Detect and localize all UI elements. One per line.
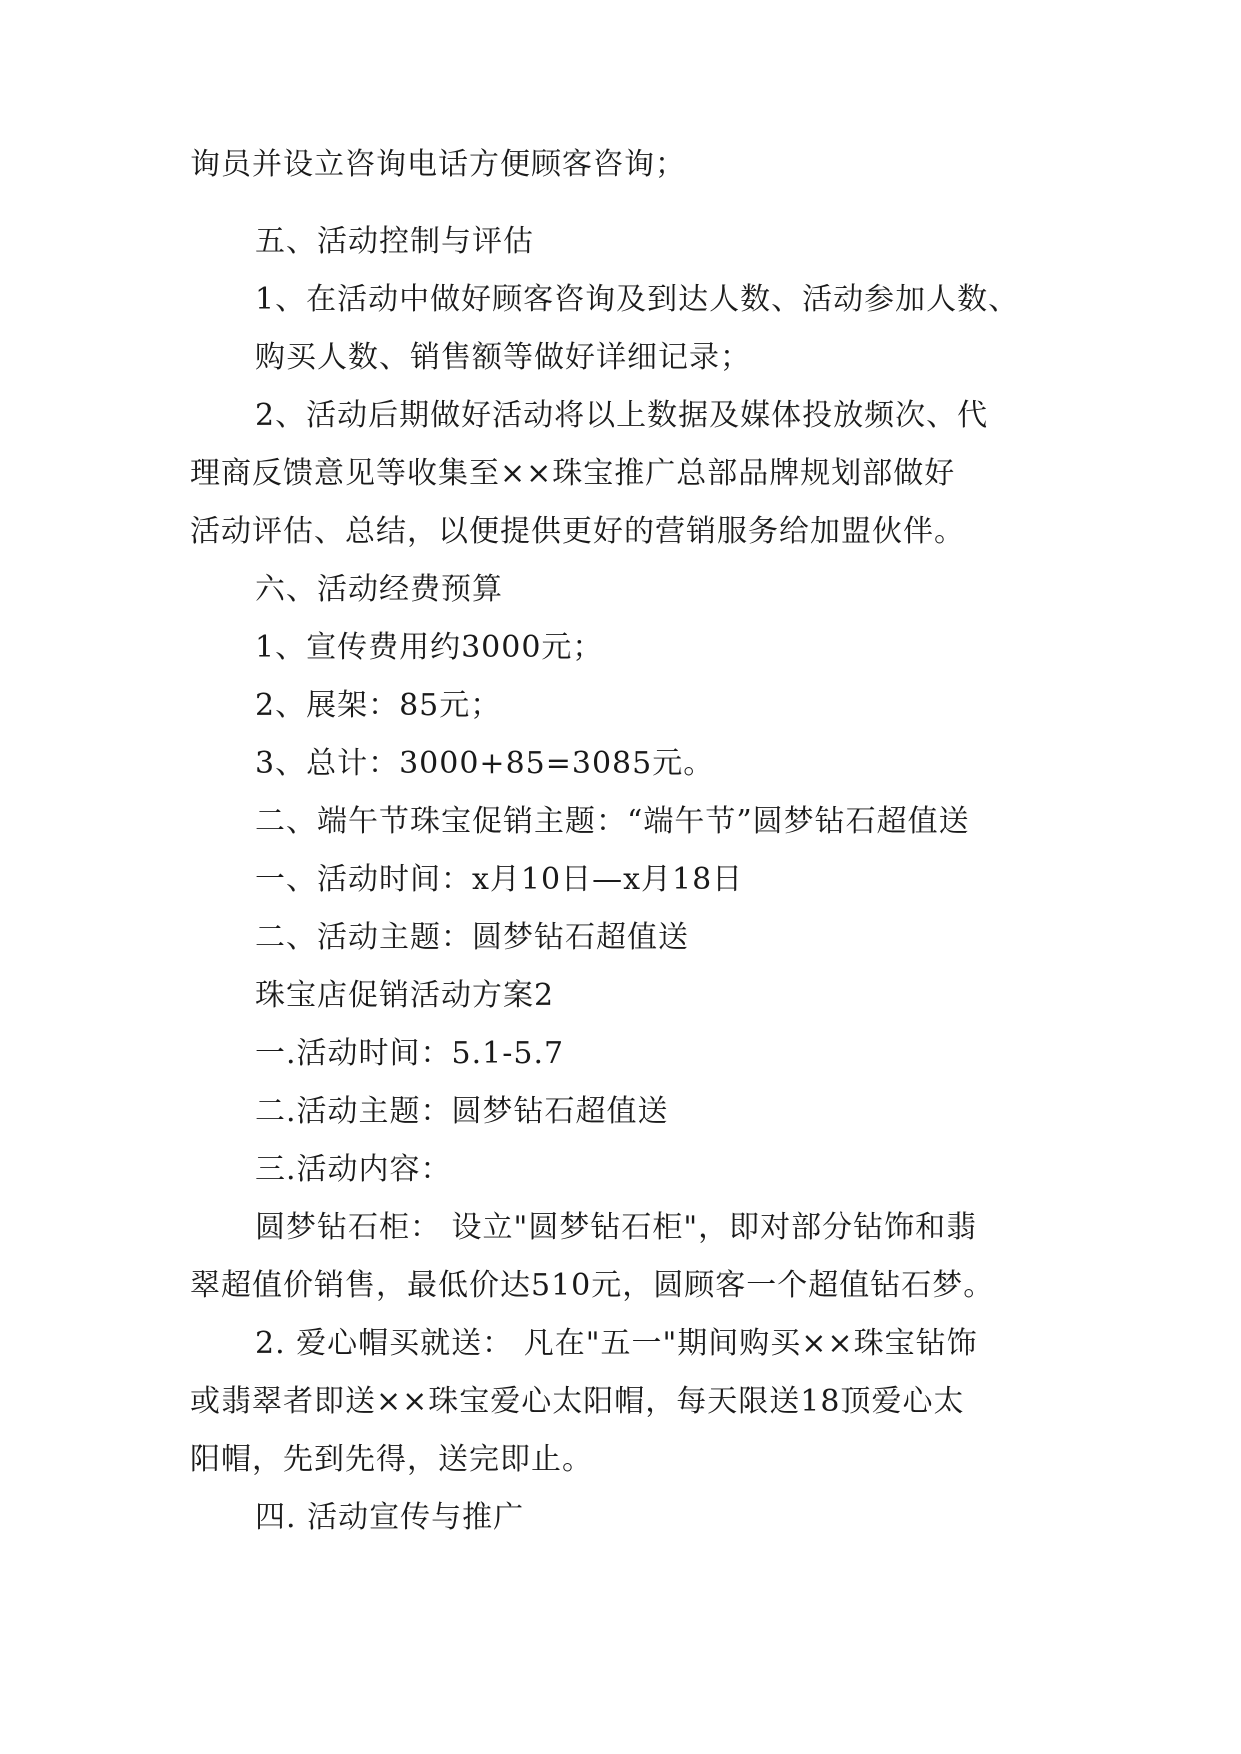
text-line: 或翡翠者即送××珠宝爱心太阳帽，每天限送18顶爱心太 xyxy=(190,1384,965,1419)
section-heading: 六、活动经费预算 xyxy=(255,572,503,607)
text-line: 活动评估、总结，以便提供更好的营销服务给加盟伙伴。 xyxy=(190,514,965,549)
text-line: 三.活动内容： xyxy=(255,1152,452,1187)
text-line: 2、展架：85元； xyxy=(255,688,502,723)
section-heading: 二、端午节珠宝促销主题：“端午节”圆梦钻石超值送 xyxy=(255,804,970,839)
text-line: 理商反馈意见等收集至××珠宝推广总部品牌规划部做好 xyxy=(190,456,956,491)
text-line: 1、在活动中做好顾客咨询及到达人数、活动参加人数、 xyxy=(255,282,1020,317)
text-line: 2. 爱心帽买就送： 凡在"五一"期间购买××珠宝钻饰 xyxy=(255,1326,978,1361)
text-line: 一.活动时间：5.1-5.7 xyxy=(255,1036,565,1071)
text-line: 二.活动主题：圆梦钻石超值送 xyxy=(255,1094,669,1129)
text-line: 圆梦钻石柜： 设立"圆梦钻石柜"，即对部分钻饰和翡 xyxy=(255,1210,978,1245)
text-line: 购买人数、销售额等做好详细记录； xyxy=(255,340,751,375)
text-line: 3、总计：3000+85=3085元。 xyxy=(255,746,715,781)
text-line: 翠超值价销售，最低价达510元，圆顾客一个超值钻石梦。 xyxy=(190,1268,995,1303)
text-line: 询员并设立咨询电话方便顾客咨询； xyxy=(190,147,686,182)
text-line: 1、宣传费用约3000元； xyxy=(255,630,604,665)
text-line: 一、活动时间：x月10日—x月18日 xyxy=(255,862,744,897)
document-subtitle: 珠宝店促销活动方案2 xyxy=(255,978,555,1013)
text-line: 2、活动后期做好活动将以上数据及媒体投放频次、代 xyxy=(255,398,989,433)
section-heading: 四. 活动宣传与推广 xyxy=(255,1500,525,1535)
section-heading: 五、活动控制与评估 xyxy=(255,224,534,259)
text-line: 阳帽，先到先得，送完即止。 xyxy=(190,1442,593,1477)
text-line: 二、活动主题：圆梦钻石超值送 xyxy=(255,920,689,955)
